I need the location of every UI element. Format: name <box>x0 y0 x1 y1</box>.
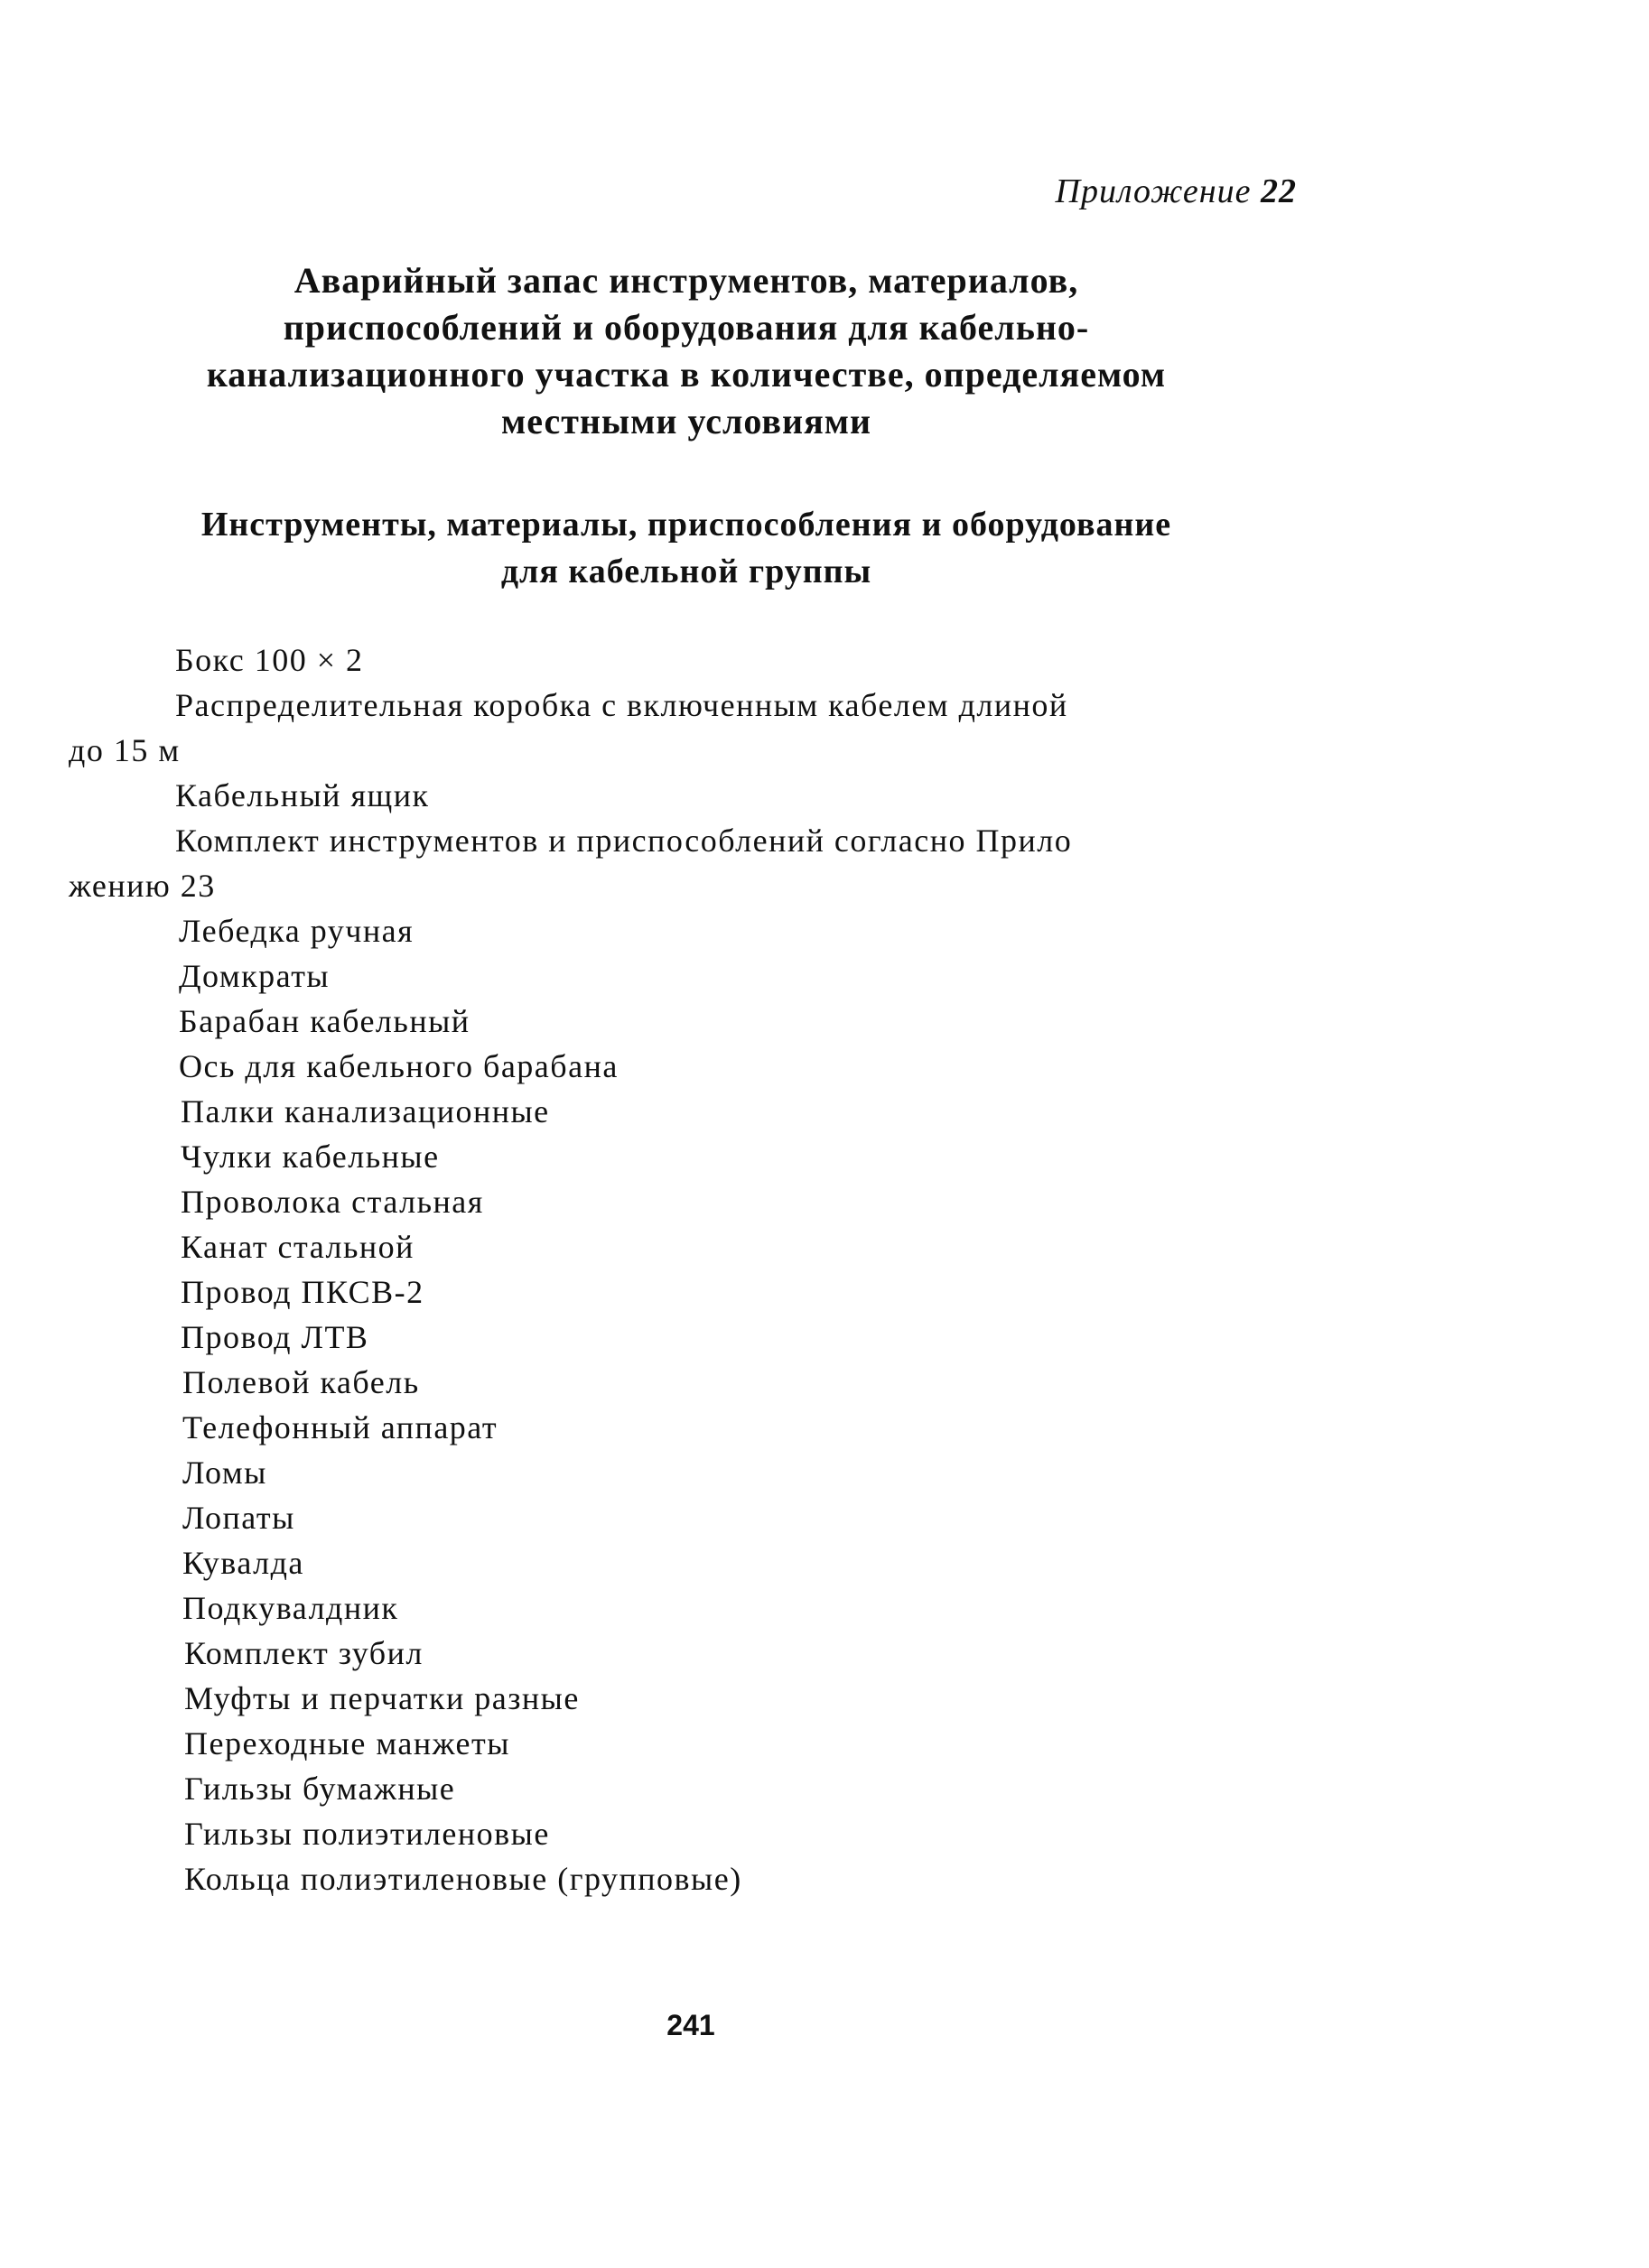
appendix-number: 22 <box>1261 172 1297 210</box>
title-line: приспособлений и оборудования для кабельно- <box>283 307 1090 348</box>
list-item: Провод ПКСВ-2 <box>181 1274 424 1310</box>
page-number: 241 <box>666 2009 715 2041</box>
list-item: Провод ЛТВ <box>181 1319 369 1355</box>
list-item: Барабан кабельный <box>179 1003 470 1039</box>
document-title <box>54 257 1318 445</box>
list-item: Кольца полиэтиленовые (групповые) <box>184 1861 742 1897</box>
list-item: Кабельный ящик <box>175 777 430 813</box>
list-item: Муфты и перчатки разные <box>184 1680 580 1716</box>
list-item: Переходные манжеты <box>184 1725 510 1761</box>
list-item: Гильзы бумажные <box>184 1771 456 1807</box>
list-item: Ломы <box>182 1455 267 1491</box>
list-item: Гильзы полиэтиленовые <box>184 1816 550 1852</box>
list-item-continuation: жению 23 <box>69 868 216 904</box>
list-item: Телефонный аппарат <box>182 1409 498 1445</box>
list-item: Ось для кабельного барабана <box>179 1048 619 1084</box>
list-item: Палки канализационные <box>181 1093 550 1129</box>
list-item-continuation: до 15 м <box>69 732 181 768</box>
subtitle-line: для кабельной группы <box>500 553 872 590</box>
list-item: Канат стальной <box>181 1229 415 1265</box>
title-line: Аварийный запас инструментов, материалов, <box>293 260 1079 301</box>
list-item: Комплект зубил <box>184 1635 424 1671</box>
subtitle-line: Инструменты, материалы, приспособления и оборудование <box>200 506 1172 544</box>
appendix-label <box>1056 172 1297 211</box>
section-subtitle <box>36 501 1337 595</box>
list-item: Комплект инструментов и приспособлений согласно Прило <box>175 823 1073 859</box>
list-item: Лопаты <box>182 1500 295 1536</box>
list-item: Домкраты <box>179 958 331 994</box>
list-item: Кувалда <box>182 1545 304 1581</box>
list-item: Лебедка ручная <box>179 913 415 949</box>
list-item: Проволока стальная <box>181 1184 484 1220</box>
list-item: Полевой кабель <box>182 1364 420 1400</box>
list-item: Бокс 100 × 2 <box>175 642 364 678</box>
list-item: Чулки кабельные <box>181 1139 440 1175</box>
title-line: местными условиями <box>500 401 871 442</box>
list-item: Подкувалдник <box>182 1590 399 1626</box>
appendix-label-text: Приложение <box>1055 172 1252 210</box>
title-line: канализационного участка в количестве, определяемом <box>206 354 1167 395</box>
list-item: Распределительная коробка с включенным кабелем длиной <box>175 687 1068 723</box>
